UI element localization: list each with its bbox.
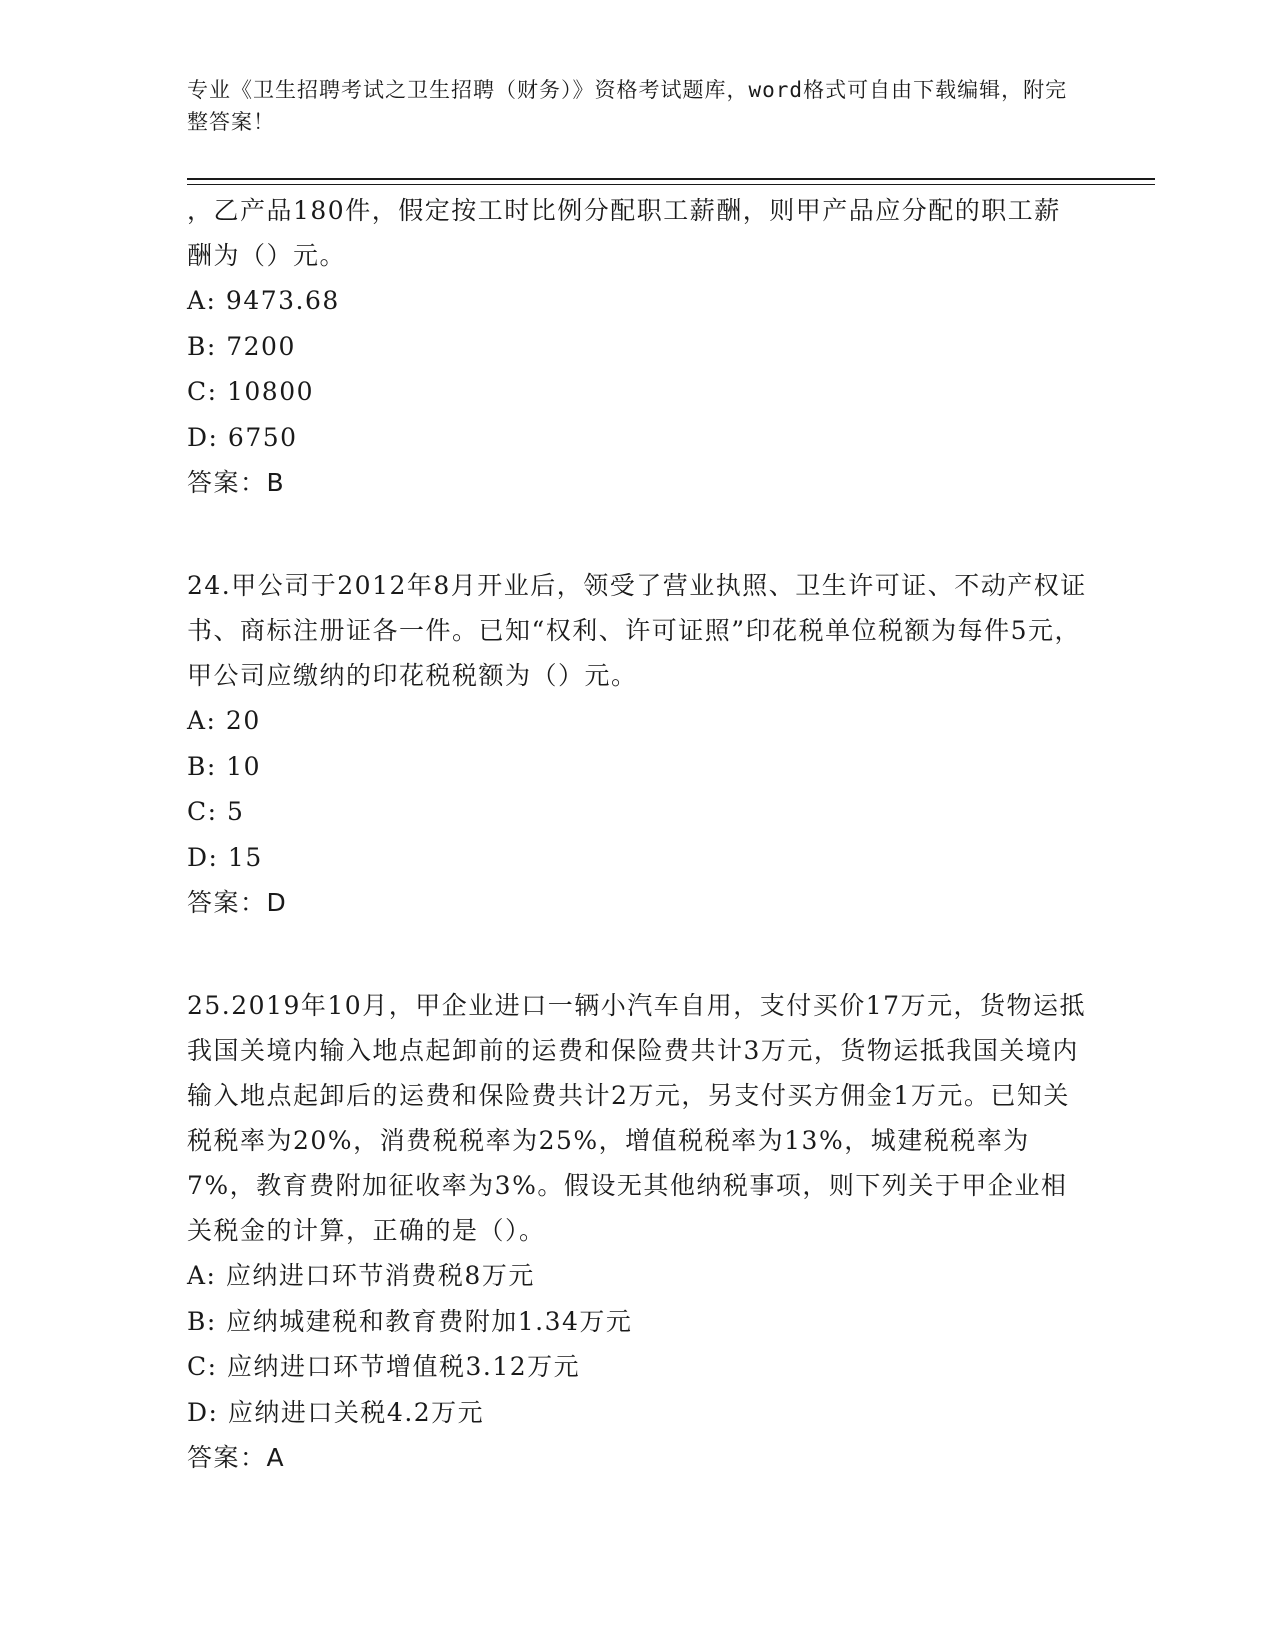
option-a: A: 应纳进口环节消费税8万元: [187, 1261, 535, 1290]
option-b: B: 7200: [187, 331, 296, 361]
answer: 答案：D: [187, 888, 288, 917]
option-a: A: 9473.68: [187, 286, 340, 315]
option-c: C: 应纳进口环节增值税3.12万元: [187, 1352, 581, 1381]
question-list: [187, 188, 1087, 1480]
option-a: A: 20: [187, 706, 261, 735]
header-rule-thick: [187, 178, 1155, 180]
answer: 答案：A: [187, 1443, 286, 1472]
option-d: D: 15: [187, 842, 263, 872]
question-stem: ，乙产品180件，假定按工时比例分配职工薪酬，则甲产品应分配的职工薪酬为（）元。: [187, 196, 1061, 270]
question-23-continued: [187, 188, 1087, 505]
question-stem: 25.2019年10月，甲企业进口一辆小汽车自用，支付买价17万元，货物运抵我国关境内输入地点起卸前的运费和保险费共计3万元，货物运抵我国关境内输入地点起卸后的运费和保险费共计2万元，另支付买方佣金1万元。已知关税税率为20%，消费税税率为25%，增值税税率为13%，城建税税率为7%，教育费附加征收率为3%。假设无其他纳税事项，则下列关于甲企业相关税金的计算，正确的是（）。: [187, 991, 1087, 1245]
question-25: [187, 983, 1087, 1480]
option-c: C: 10800: [187, 377, 315, 406]
answer: 答案：B: [187, 468, 286, 497]
option-d: D: 6750: [187, 422, 298, 452]
option-b: B: 应纳城建税和教育费附加1.34万元: [187, 1306, 633, 1336]
option-d: D: 应纳进口关税4.2万元: [187, 1397, 485, 1427]
question-24: [187, 563, 1087, 925]
document-header: 专业《卫生招聘考试之卫生招聘（财务）》资格考试题库，word格式可自由下载编辑，附完整答案！: [187, 78, 1068, 134]
option-b: B: 10: [187, 751, 262, 781]
question-stem: 24.甲公司于2012年8月开业后，领受了营业执照、卫生许可证、不动产权证书、商标注册证各一件。已知“权利、许可证照”印花税单位税额为每件5元，甲公司应缴纳的印花税税额为（）元。: [187, 571, 1087, 690]
header-rule-thin: [187, 184, 1155, 185]
option-c: C: 5: [187, 797, 245, 826]
